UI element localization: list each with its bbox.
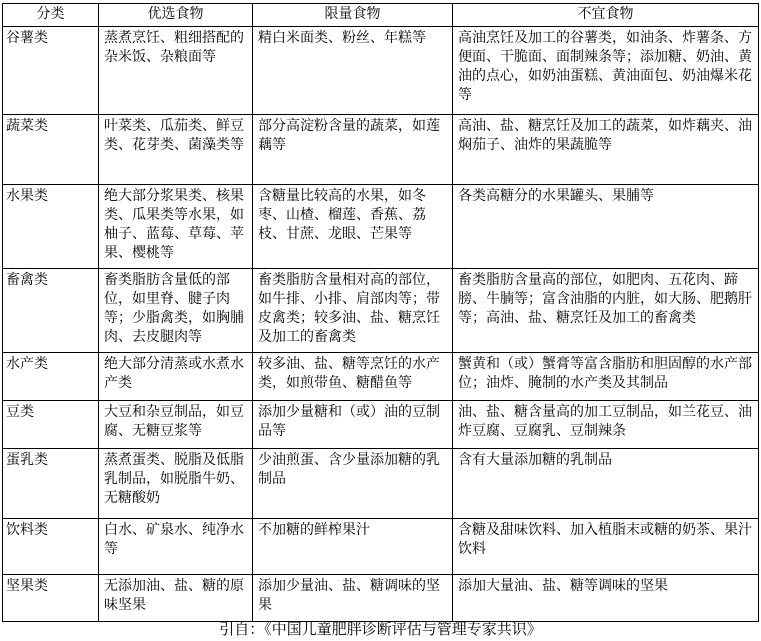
header-avoid: 不宜食物 bbox=[453, 4, 759, 27]
category-cell: 坚果类 bbox=[3, 575, 99, 622]
preferred-cell: 绝大部分清蒸或水煮水产类 bbox=[99, 353, 253, 401]
preferred-cell: 畜类脂肪含量低的部位，如里脊、腱子肉等；少脂禽类，如胸脯肉、去皮腿肉等 bbox=[99, 269, 253, 353]
category-cell: 蛋乳类 bbox=[3, 449, 99, 519]
limited-cell: 添加少量糖和（或）油的豆制品等 bbox=[253, 401, 453, 449]
food-guide-table bbox=[2, 3, 759, 622]
avoid-cell: 油、盐、糖含量高的加工豆制品，如兰花豆、油炸豆腐、豆腐乳、豆制辣条 bbox=[453, 401, 759, 449]
limited-cell: 含糖量比较高的水果，如冬枣、山楂、榴莲、香蕉、荔枝、甘蔗、龙眼、芒果等 bbox=[253, 185, 453, 269]
table-row bbox=[3, 353, 759, 401]
table-row bbox=[3, 115, 759, 185]
avoid-cell: 含糖及甜味饮料、加入植脂末或糖的奶茶、果汁饮料 bbox=[453, 519, 759, 575]
header-limited: 限量食物 bbox=[253, 4, 453, 27]
limited-cell: 添加少量油、盐、糖调味的坚果 bbox=[253, 575, 453, 622]
preferred-cell: 白水、矿泉水、纯净水等 bbox=[99, 519, 253, 575]
avoid-cell: 各类高糖分的水果罐头、果脯等 bbox=[453, 185, 759, 269]
category-cell: 饮料类 bbox=[3, 519, 99, 575]
table-row bbox=[3, 575, 759, 622]
category-cell: 豆类 bbox=[3, 401, 99, 449]
category-cell: 水产类 bbox=[3, 353, 99, 401]
category-cell: 蔬菜类 bbox=[3, 115, 99, 185]
avoid-cell: 添加大量油、盐、糖等调味的坚果 bbox=[453, 575, 759, 622]
preferred-cell: 蒸煮蛋类、脱脂及低脂乳制品，如脱脂牛奶、无糖酸奶 bbox=[99, 449, 253, 519]
limited-cell: 畜类脂肪含量相对高的部位，如牛排、小排、肩部肉等；带皮禽类；较多油、盐、糖烹饪及加工的畜禽类 bbox=[253, 269, 453, 353]
limited-cell: 部分高淀粉含量的蔬菜，如莲藕等 bbox=[253, 115, 453, 185]
avoid-cell: 含有大量添加糖的乳制品 bbox=[453, 449, 759, 519]
limited-cell: 不加糖的鲜榨果汁 bbox=[253, 519, 453, 575]
preferred-cell: 大豆和杂豆制品，如豆腐、无糖豆浆等 bbox=[99, 401, 253, 449]
table-row bbox=[3, 449, 759, 519]
limited-cell: 少油煎蛋、含少量添加糖的乳制品 bbox=[253, 449, 453, 519]
preferred-cell: 绝大部分浆果类、核果类、瓜果类等水果，如柚子、蓝莓、草莓、苹果、樱桃等 bbox=[99, 185, 253, 269]
citation: 引自：《中国儿童肥胖诊断评估与管理专家共识》 bbox=[219, 620, 542, 638]
preferred-cell: 叶菜类、瓜茄类、鲜豆类、花芽类、菌藻类等 bbox=[99, 115, 253, 185]
preferred-cell: 蒸煮烹饪、粗细搭配的杂米饭、杂粮面等 bbox=[99, 27, 253, 115]
table-row bbox=[3, 27, 759, 115]
category-cell: 畜禽类 bbox=[3, 269, 99, 353]
limited-cell: 较多油、盐、糖等烹饪的水产类，如煎带鱼、糖醋鱼等 bbox=[253, 353, 453, 401]
table-row bbox=[3, 401, 759, 449]
category-cell: 水果类 bbox=[3, 185, 99, 269]
table-row bbox=[3, 269, 759, 353]
header-preferred: 优选食物 bbox=[99, 4, 253, 27]
table-row bbox=[3, 519, 759, 575]
avoid-cell: 蟹黄和（或）蟹膏等富含脂肪和胆固醇的水产部位；油炸、腌制的水产类及其制品 bbox=[453, 353, 759, 401]
avoid-cell: 畜类脂肪含量高的部位，如肥肉、五花肉、蹄膀、牛腩等；富含油脂的内脏，如大肠、肥鹅肝等；高油、盐、糖烹饪及加工的畜禽类 bbox=[453, 269, 759, 353]
header-category: 分类 bbox=[3, 4, 99, 27]
header-row bbox=[3, 4, 759, 27]
category-cell: 谷薯类 bbox=[3, 27, 99, 115]
limited-cell: 精白米面类、粉丝、年糕等 bbox=[253, 27, 453, 115]
table-row bbox=[3, 185, 759, 269]
avoid-cell: 高油、盐、糖烹饪及加工的蔬菜，如炸藕夹、油焖茄子、油炸的果蔬脆等 bbox=[453, 115, 759, 185]
avoid-cell: 高油烹饪及加工的谷薯类，如油条、炸薯条、方便面、干脆面、面制辣条等；添加糖、奶油、黄油的点心，如奶油蛋糕、黄油面包、奶油爆米花等 bbox=[453, 27, 759, 115]
preferred-cell: 无添加油、盐、糖的原味坚果 bbox=[99, 575, 253, 622]
